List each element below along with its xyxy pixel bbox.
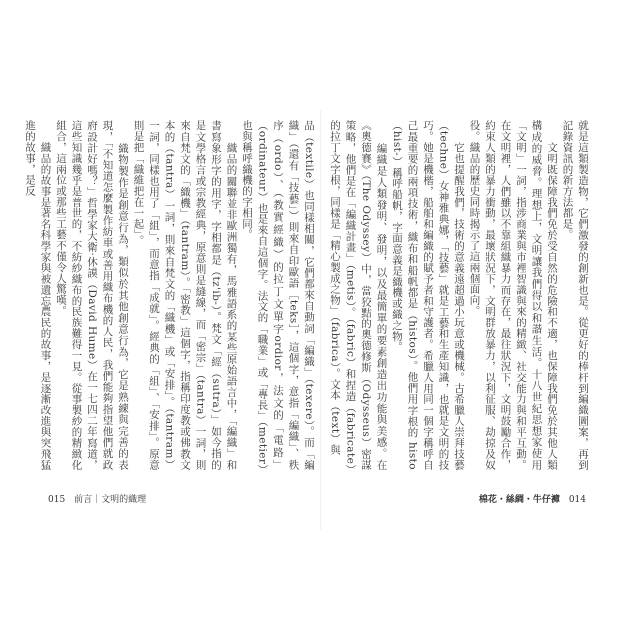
right-page (324, 120, 590, 530)
right-page-body (328, 120, 590, 470)
left-page (24, 120, 316, 530)
left-page-body (24, 120, 316, 470)
paragraph: 編織是人類發明、發明，以及最簡單的要素創造出功能與美感。在《奧德賽》（The Odyssey）中，當狡黠的奧德修斯（Odysseus）密謀策略，他們是在「編織計畫」（metis）。（fabric）和捏造（fabricate）的拉丁文字根，同樣是「精心製成之物」（fabrica）。文本（text）與 (329, 120, 388, 470)
right-page-footer (479, 492, 586, 505)
left-page-footer (48, 492, 146, 505)
paragraph: 品（textile）也同樣相關，它們都來自動詞「編織」（texere）。而「編織」（還有「技藝」）則來自印歐語［teks］，這個字，意指「編織」、秩序（ordo）、（教實經織）的拉丁文單字ordior，法文的「電路」（ordinateur）也是來自這個字。法文的「職業」或「專長」（metier）也與稱呼織機的字相同。 (241, 120, 315, 470)
running-title: 前言｜文明的織理 (74, 495, 147, 505)
paragraph: 織品的故事是著名科學家與被遺忘農民的故事，是逐漸改進與突飛猛進的故事，是反 (24, 120, 52, 470)
page-number: 015 (48, 495, 66, 505)
paragraph: 織品的關聯並非歐洲獨有，馬雅語系的某些原始語言中，「編織」和書寫象形字的用字，字相都是（tz'ib-）。梵文「經（sutra）」如今指的是文學格言或宗教經典，原意則是縫線，而「密宗」（tantra）一詞，則來自梵文的「織機」（tantram）。「密教」這個字，指稱印度教或佛教文本的（tantra）一詞，則來自梵文的「織機」或「安排」。（tantram）一詞，同樣也用了「組」，而意指「成就」。經典的「組」、「安排」。原意則是把「織維把在一起」。 (132, 120, 238, 470)
paragraph: 就是這類製造物，它們激發的創新也是。從更好的棒杆到編織圖案，再到記錄資訊的新方法都是。 (561, 120, 589, 470)
running-title: 棉花・絲綢・牛仔褲 (478, 495, 560, 505)
book-gutter (320, 110, 321, 530)
paragraph: 織物製作是創意行為，類似於其他創意行為，它是熟練與完善的表現，「不知道怎麼製作紡車或善用織布機的人民，我們能夠指望他們就政府設計好嗎？」哲學家大衛·休謨（David Hume）在一七四二年寫道，這些知識幾乎是普世的，不紡紗織布的民族難得一見。從事製紗的精緻化組合，這兩位或那些工藝不僅令人驚嘆。 (55, 120, 129, 470)
paragraph: 文明既保障我們免於受自然的危險和不適，也保障我們免於其他人類構成的威脅。理想上，文明讓我們得以和諧生活。十八世紀思想家使用「文明」一詞，指涉商業與市裡智識與來的精緻、社交能力與和平互動。在文明裡，人們雖以不靠組織暴力而存在，最往狀況下，文明鼓勵合作，約束人類的暴力衝動，最壞狀況下，文明群放暴力，以利征服、劫掠及奴役。織品的歷史同時揭示了這兩個面向。 (468, 120, 558, 470)
paragraph: 它也提醒我們，技術的意義遠超過小玩意或機械。古希臘人崇拜技藝（techne）女神雅典娜，「技藝」就是工藝和生產知識，也就是文明的技巧。她是機楷，船舶和編織的賦予者和守護者。希臘人用同一個字稱呼自己最重要的兩項技術，織布和船帆都是（histos）。他們用字根的 histo（hist-）稱呼船帆，字面意義是織機或織之物。 (391, 120, 465, 470)
page-number: 014 (568, 495, 586, 505)
